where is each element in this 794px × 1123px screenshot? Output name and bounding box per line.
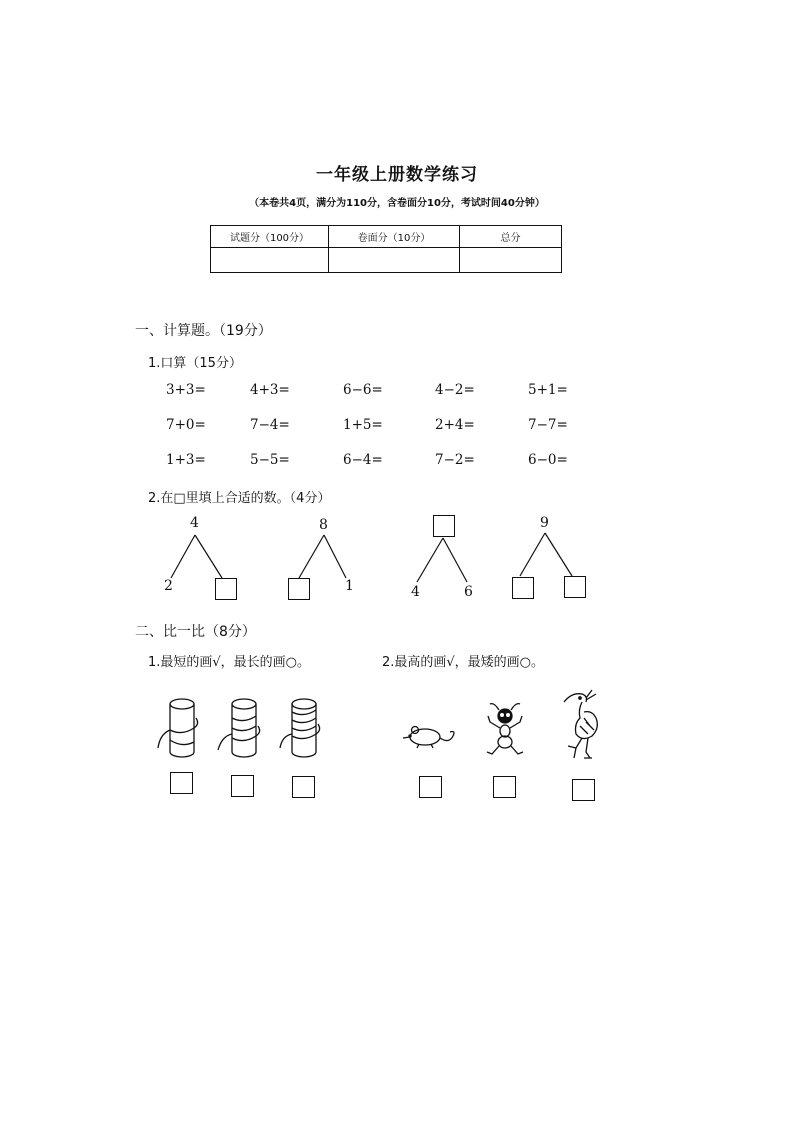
crane-bird-icon xyxy=(558,688,608,764)
equation: 2+4= xyxy=(435,417,475,433)
mouse-icon xyxy=(403,722,459,752)
equation: 4−2= xyxy=(435,382,475,398)
q1-label: 1.口算（15分） xyxy=(148,356,242,371)
answer-box[interactable] xyxy=(512,577,534,599)
equation: 5−5= xyxy=(250,452,290,468)
equation: 6−0= xyxy=(528,452,568,468)
score-header-questions: 试题分（100分） xyxy=(211,226,329,248)
equation: 3+3= xyxy=(166,382,206,398)
answer-box[interactable] xyxy=(572,779,595,801)
compare-q1-label: 1.最短的画√，最长的画○。 xyxy=(148,655,311,670)
equation: 1+5= xyxy=(343,417,383,433)
equation: 1+3= xyxy=(166,452,206,468)
ant-icon xyxy=(484,700,528,758)
tree3-right: 6 xyxy=(464,584,473,600)
equation: 7+0= xyxy=(166,417,206,433)
tree1-left: 2 xyxy=(164,578,173,594)
tree1-top: 4 xyxy=(190,515,199,531)
answer-box[interactable] xyxy=(419,776,442,798)
section1-heading: 一、计算题。（19分） xyxy=(135,323,272,339)
section2-heading: 二、比一比（8分） xyxy=(135,624,256,640)
answer-box[interactable] xyxy=(564,576,586,598)
cylinder-rope-icon xyxy=(218,699,260,757)
equation: 6−4= xyxy=(343,452,383,468)
score-header-neatness: 卷面分（10分） xyxy=(329,226,460,248)
cylinder-rope-icon xyxy=(280,699,320,757)
rope-cylinders-picture xyxy=(150,690,330,770)
answer-box[interactable] xyxy=(433,515,455,537)
equation: 4+3= xyxy=(250,382,290,398)
tree3-left: 4 xyxy=(411,584,420,600)
answer-box[interactable] xyxy=(493,776,516,798)
compare-q2-label: 2.最高的画√，最矮的画○。 xyxy=(382,655,545,670)
page-title: 一年级上册数学练习 xyxy=(316,165,478,185)
page-subtitle: （本卷共4页，满分为110分，含卷面分10分，考试时间40分钟） xyxy=(249,198,545,209)
tree4-top: 9 xyxy=(540,515,549,531)
tree2-right: 1 xyxy=(345,578,354,594)
equation: 6−6= xyxy=(343,382,383,398)
q2-label: 2.在□里填上合适的数。（4分） xyxy=(148,491,331,506)
answer-box[interactable] xyxy=(231,775,254,797)
answer-box[interactable] xyxy=(170,772,193,794)
equation: 7−7= xyxy=(528,417,568,433)
equation: 7−2= xyxy=(435,452,475,468)
equation: 5+1= xyxy=(528,382,568,398)
cylinder-rope-icon xyxy=(158,699,198,757)
score-header-total: 总分 xyxy=(460,226,562,248)
answer-box[interactable] xyxy=(215,578,237,600)
answer-box[interactable] xyxy=(292,776,315,798)
tree2-top: 8 xyxy=(319,517,328,533)
equation: 7−4= xyxy=(250,417,290,433)
answer-box[interactable] xyxy=(288,578,310,600)
